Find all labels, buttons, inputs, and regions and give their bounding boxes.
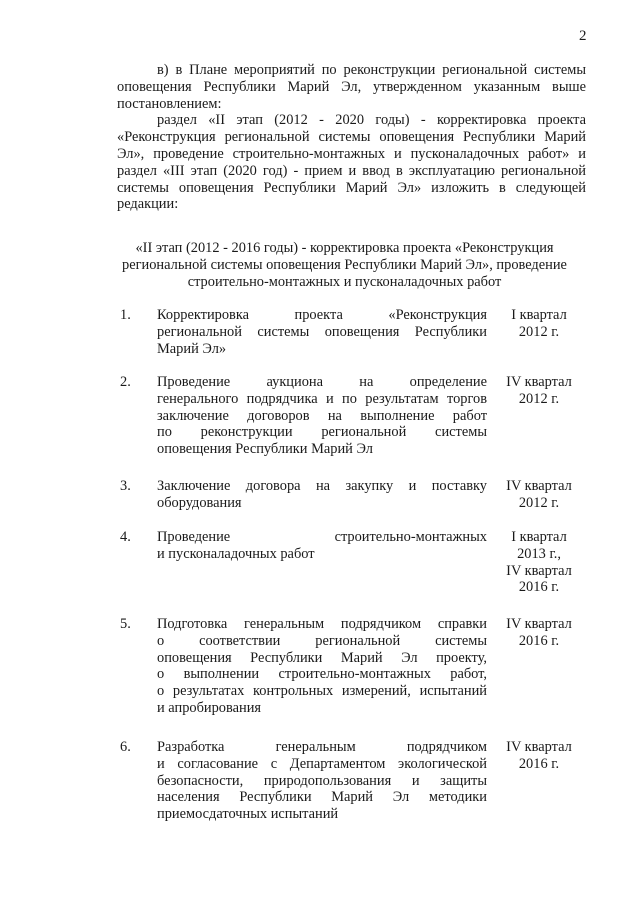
item-date xyxy=(496,307,582,341)
item-date xyxy=(496,478,582,512)
item-text-line: Проведение аукциона на определение xyxy=(157,374,487,390)
item-number: 1. xyxy=(120,307,131,323)
item-text-line: о выполнении строительно-монтажных работ, xyxy=(157,666,487,683)
item-date-line: I квартал xyxy=(511,529,567,545)
item-number: 3. xyxy=(120,478,131,494)
item-text xyxy=(157,478,487,512)
item-text-line: региональной системы оповещения Республики xyxy=(157,323,487,340)
item-date xyxy=(496,739,582,773)
item-text-line: заключение договоров на выполнение работ xyxy=(157,407,487,424)
item-date-line: 2016 г. xyxy=(518,579,560,596)
item-text-line: безопасности, природопользования и защиты xyxy=(157,772,487,789)
item-date-line: I квартал xyxy=(511,307,567,323)
item-text xyxy=(157,374,487,458)
intro-paragraph-1: в) в Плане мероприятий по реконструкции региональной системы оповещения Республики Марий Эл, утвержденном указанным выше постановлением: xyxy=(117,62,586,112)
item-text-line: и согласование с Департаментом экологической xyxy=(157,755,487,772)
item-text-line: оповещения Республики Марий Эл xyxy=(157,441,373,458)
item-text xyxy=(157,529,487,563)
item-date-line: 2012 г. xyxy=(518,323,560,340)
section-title: «II этап (2012 - 2016 годы) - корректировка проекта «Реконструкция региональной системы оповещения Республики Марий Эл», проведение строительно-монтажных и пусконаладочных работ xyxy=(122,240,567,290)
item-text-line: приемосдаточных испытаний xyxy=(157,806,339,823)
item-text-line: оборудования xyxy=(157,494,242,511)
item-text-line: Марий Эл» xyxy=(157,340,227,357)
intro-paragraph-2: раздел «II этап (2012 - 2020 годы) - корректировка проекта «Реконструкция региональной системы оповещения Республики Марий Эл», проведение строительно-монтажных и пусконаладочных работ» и раздел «III этап (2020 год) - прием и ввод в эксплуатацию региональной системы оповещения Республики Марий Эл» изложить в следующей редакции: xyxy=(117,112,586,213)
item-text-line: Корректировка проекта «Реконструкция xyxy=(157,307,487,323)
item-text xyxy=(157,307,487,357)
item-date xyxy=(496,529,582,596)
item-text-line: о результатах контрольных измерений, испытаний xyxy=(157,683,487,700)
item-date-line: IV квартал xyxy=(506,562,572,579)
item-text-line: Заключение договора на закупку и поставку xyxy=(157,478,487,494)
item-text-line: и пусконаладочных работ xyxy=(157,545,315,562)
item-number: 2. xyxy=(120,374,131,390)
item-date-line: 2013 г., xyxy=(517,545,561,562)
item-number: 6. xyxy=(120,739,131,755)
item-text-line: Подготовка генеральным подрядчиком справки xyxy=(157,616,487,632)
item-date xyxy=(496,374,582,408)
item-text-line: по реконструкции региональной системы xyxy=(157,424,487,441)
item-text-line: населения Республики Марий Эл методики xyxy=(157,789,487,806)
item-text xyxy=(157,739,487,823)
item-date-line: 2012 г. xyxy=(518,390,560,407)
item-date-line: 2016 г. xyxy=(518,632,560,649)
intro-text xyxy=(117,62,586,213)
item-text-line: и апробирования xyxy=(157,699,262,716)
item-text xyxy=(157,616,487,717)
item-text-line: Проведение строительно-монтажных xyxy=(157,529,487,545)
item-text-line: генерального подрядчика и по результатам торгов xyxy=(157,390,487,407)
item-date-line: IV квартал xyxy=(506,478,572,494)
item-date-line: IV квартал xyxy=(506,739,572,755)
item-text-line: о соответствии региональной системы xyxy=(157,632,487,649)
item-text-line: оповещения Республики Марий Эл проекту, xyxy=(157,649,487,666)
item-date-line: IV квартал xyxy=(506,616,572,632)
item-date xyxy=(496,616,582,650)
page-number: 2 xyxy=(579,28,587,44)
item-number: 4. xyxy=(120,529,131,545)
item-date-line: IV квартал xyxy=(506,374,572,390)
item-text-line: Разработка генеральным подрядчиком xyxy=(157,739,487,755)
item-date-line: 2012 г. xyxy=(518,494,560,511)
item-date-line: 2016 г. xyxy=(518,755,560,772)
item-number: 5. xyxy=(120,616,131,632)
